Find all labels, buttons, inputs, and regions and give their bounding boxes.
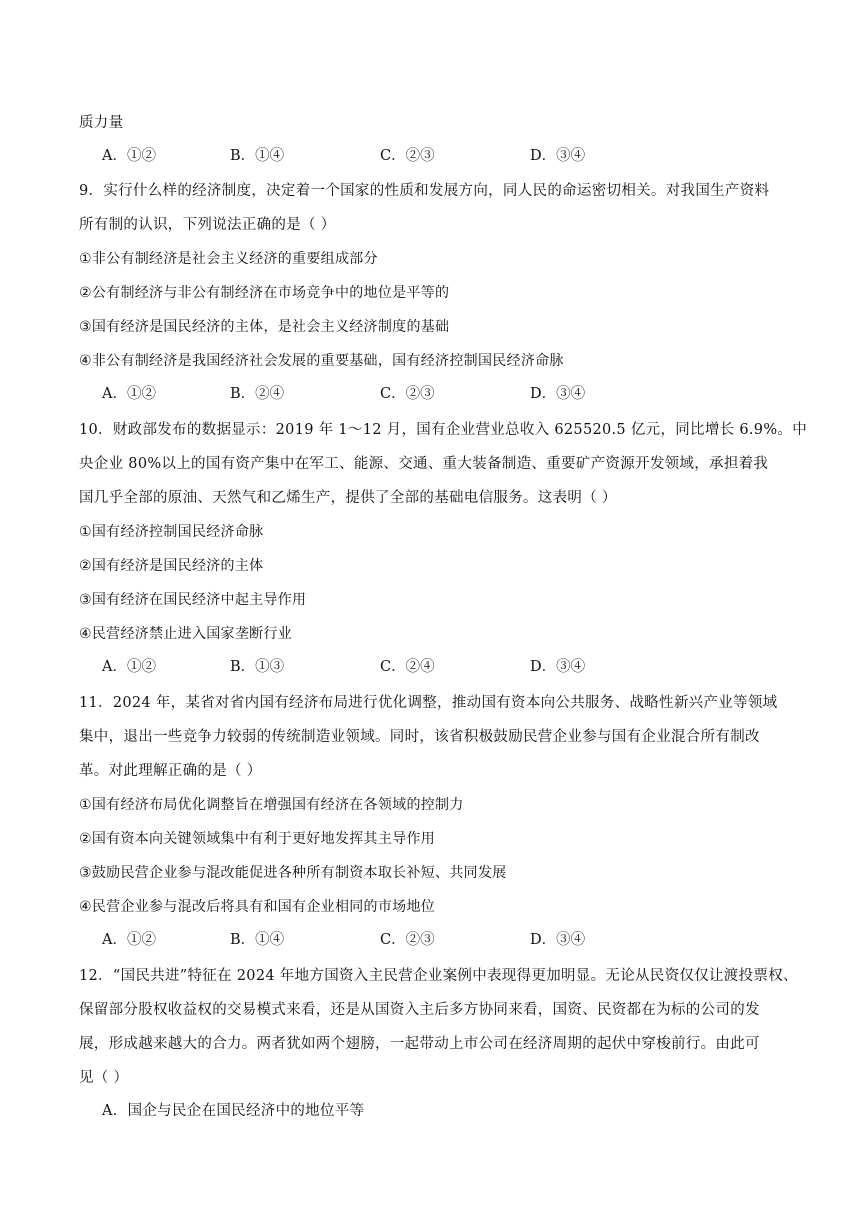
q10-options: [102, 657, 802, 677]
q10-option-b[interactable]: B．①③: [230, 659, 285, 675]
q10-option-d[interactable]: D．③④: [530, 659, 586, 675]
q11-statement-4: ④民营企业参与混改后将具有和国有企业相同的市场地位: [79, 899, 436, 915]
q11-statement-2: ②国有资本向关键领域集中有利于更好地发挥其主导作用: [79, 831, 436, 847]
q9-options: [102, 384, 802, 404]
q9-statement-1: ①非公有制经济是社会主义经济的重要组成部分: [79, 251, 378, 267]
q8-option-c[interactable]: C．②③: [380, 148, 435, 164]
q11-stem-line-3: 革。对此理解正确的是（ ）: [79, 763, 262, 779]
q8-option-b[interactable]: B．①④: [230, 148, 285, 164]
q10-option-a[interactable]: A．①②: [102, 659, 156, 675]
q12-stem-line-3: 展，形成越来越大的合力。两者犹如两个翅膀，一起带动上市公司在经济周期的起伏中穿梭前行。由此可: [79, 1036, 760, 1052]
q10-statement-4: ④民营经济禁止进入国家垄断行业: [79, 626, 293, 642]
q8-option-a[interactable]: A．①②: [102, 148, 156, 164]
q11-statement-3: ③鼓励民营企业参与混改能促进各种所有制资本取长补短、共同发展: [79, 865, 507, 881]
q9-option-c[interactable]: C．②③: [380, 386, 435, 402]
q9-statement-3: ③国有经济是国民经济的主体，是社会主义经济制度的基础: [79, 319, 450, 335]
q9-statement-2: ②公有制经济与非公有制经济在市场竞争中的地位是平等的: [79, 285, 450, 301]
q9-stem-line-2: 所有制的认识，下列说法正确的是（ ）: [79, 217, 336, 233]
q10-stem-line-3: 国几乎全部的原油、天然气和乙烯生产，提供了全部的基础电信服务。这表明（ ）: [79, 490, 617, 506]
q9-option-b[interactable]: B．②④: [230, 386, 285, 402]
q8-option-d[interactable]: D．③④: [530, 148, 586, 164]
q12-stem-line-2: 保留部分股权收益权的交易模式来看，还是从国资入主后多方协同来看，国资、民资都在为标的公司的发: [79, 1002, 760, 1018]
continuation-text: 质力量: [79, 115, 124, 131]
q11-option-b[interactable]: B．①④: [230, 932, 285, 948]
q10-statement-2: ②国有经济是国民经济的主体: [79, 558, 264, 574]
q10-statement-1: ①国有经济控制国民经济命脉: [79, 524, 264, 540]
q9-option-a[interactable]: A．①②: [102, 386, 156, 402]
q12-stem-line-4: 见（ ）: [79, 1070, 129, 1086]
q10-statement-3: ③国有经济在国民经济中起主导作用: [79, 592, 307, 608]
q9-option-d[interactable]: D．③④: [530, 386, 586, 402]
q11-option-d[interactable]: D．③④: [530, 932, 586, 948]
q10-stem-line-2: 央企业 80%以上的国有资产集中在军工、能源、交通、重大装备制造、重要矿产资源开发领域，承担着我: [79, 456, 769, 472]
q10-stem-line-1: 10．财政部发布的数据显示：2019 年 1～12 月，国有企业营业总收入 625520.5 亿元，同比增长 6.9%。中: [79, 422, 808, 438]
q9-stem-line-1: 9．实行什么样的经济制度，决定着一个国家的性质和发展方向，同人民的命运密切相关。对我国生产资料: [79, 183, 770, 199]
q11-option-a[interactable]: A．①②: [102, 932, 156, 948]
q10-option-c[interactable]: C．②④: [380, 659, 435, 675]
q12-stem-line-1: 12．“国民共进”特征在 2024 年地方国资入主民营企业案例中表现得更加明显。无论从民资仅仅让渡投票权、: [79, 968, 798, 984]
q8-options: [102, 146, 802, 166]
q11-statement-1: ①国有经济布局优化调整旨在增强国有经济在各领域的控制力: [79, 797, 464, 813]
q9-statement-4: ④非公有制经济是我国经济社会发展的重要基础，国有经济控制国民经济命脉: [79, 353, 564, 369]
q11-stem-line-2: 集中，退出一些竞争力较弱的传统制造业领域。同时，该省积极鼓励民营企业参与国有企业混合所有制改: [79, 729, 760, 745]
q11-stem-line-1: 11．2024 年，某省对省内国有经济布局进行优化调整，推动国有资本向公共服务、战略性新兴产业等领域: [79, 695, 778, 711]
q11-options: [102, 930, 802, 950]
q11-option-c[interactable]: C．②③: [380, 932, 435, 948]
q12-option-a[interactable]: A．国企与民企在国民经济中的地位平等: [102, 1103, 365, 1119]
